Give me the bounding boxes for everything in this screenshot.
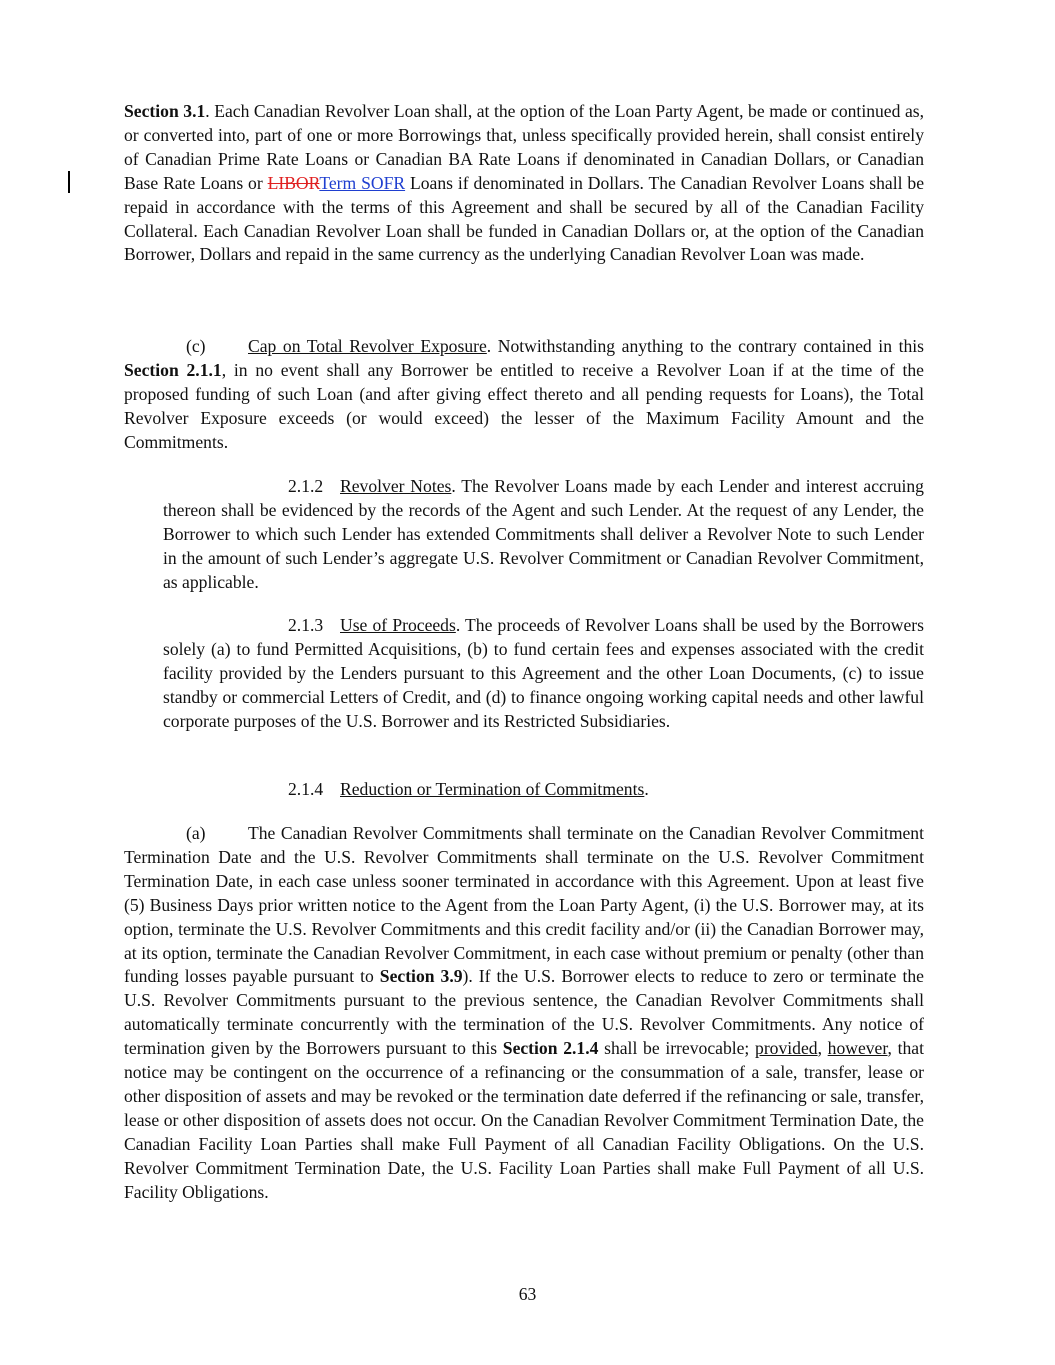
cap-on-revolver-exposure-paragraph: (c) Cap on Total Revolver Exposure. Notwithstanding anything to the contrary contained in this Section 2.1.1, in no event shall any Borrower be entitled to receive a Revolver Loan if at the time of the proposed funding of such Loan (and after giving effect thereto and all pending requests for Loans), the Total Revolver Exposure exceeds (or would exceed) the lesser of the Maximum Facility Amount and the Commitments. xyxy=(124,336,924,452)
paragraph-title: Revolver Notes xyxy=(340,476,452,496)
section-heading: Section 3.1 xyxy=(124,101,206,121)
paragraph-title: Use of Proceeds xyxy=(340,615,456,635)
revision-change-bar xyxy=(68,171,70,193)
commitment-termination-paragraph: (a) The Canadian Revolver Commitments shall terminate on the Canadian Revolver Commitment Termination Date and the U.S. Revolver Commitments shall terminate on the U.S. Revolver Commitment Termination Date, in each case unless sooner terminated in accordance with this Agreement. Upon at least five (5) Business Days prior written notice to the Agent from the Loan Party Agent, (i) the U.S. Borrower may, at its option, terminate the U.S. Revolver Commitments and this credit facility and/or (ii) the Canadian Borrower may, at its option, terminate the Canadian Revolver Commitment, in each case without premium or penalty (other than funding losses payable pursuant to Section 3.9). If the U.S. Borrower elects to reduce to zero or terminate the U.S. Revolver Commitments pursuant to the previous sentence, the Canadian Revolver Commitments shall automatically terminate concurrently with the termination of the U.S. Revolver Commitments. Any notice of termination given by the Borrowers pursuant to this Section 2.1.4 shall be irrevocable; provided, however, that notice may be contingent on the occurrence of a refinancing or the consummation of a sale, transfer, lease or other disposition of assets and may be revoked or the termination date deferred if the refinancing or sale, transfer, lease or other disposition of assets does not occur. On the Canadian Revolver Commitment Termination Date, the Canadian Facility Loan Parties shall make Full Payment of all Canadian Facility Obligations. On the U.S. Revolver Commitment Termination Date, the U.S. Facility Loan Parties shall make Full Payment of all U.S. Facility Obligations. xyxy=(124,823,925,1202)
page-number: 63 xyxy=(518,1284,537,1304)
reduction-termination-heading: 2.1.4 Reduction or Termination of Commitments. xyxy=(288,779,649,799)
section-3-1-paragraph: Section 3.1. Each Canadian Revolver Loan shall, at the option of the Loan Party Agent, be made or continued as, or converted into, part of one or more Borrowings that, unless specifically provided herein, shall consist entirely of Canadian Prime Rate Loans or Canadian BA Rate Loans if denominated in Canadian Dollars, or Canadian Base Rate Loans or LIBORTerm SOFR Loans if denominated in Dollars. The Canadian Revolver Loans shall be repaid in accordance with the terms of this Agreement and shall be secured by all of the Canadian Facility Collateral. Each Canadian Revolver Loan shall be funded in Canadian Dollars or, at the option of the Canadian Borrower, Dollars and repaid in the same currency as the underlying Canadian Revolver Loan was made. xyxy=(124,101,925,265)
paragraph-title: Reduction or Termination of Commitments xyxy=(340,779,645,799)
section-reference: Section 3.9 xyxy=(379,966,463,987)
deleted-text: LIBOR xyxy=(267,172,320,193)
section-reference: Section 2.1.1 xyxy=(124,359,222,380)
use-of-proceeds-paragraph: 2.1.3 Use of Proceeds. The proceeds of Revolver Loans shall be used by the Borrowers solely (a) to fund Permitted Acquisitions, (b) to fund certain fees and expenses associated with the credit facility provided by the Lenders pursuant to this Agreement and the other Loan Documents, (c) to issue standby or commercial Letters of Credit, and (d) to finance ongoing working capital needs and other lawful corporate purposes of the U.S. Borrower and its Restricted Subsidiaries. xyxy=(163,615,924,731)
revolver-notes-paragraph: 2.1.2 Revolver Notes. The Revolver Loans made by each Lender and interest accruing thereon shall be evidenced by the records of the Agent and such Lender. At the request of any Lender, the Borrower to which such Lender has extended Commitments shall deliver a Revolver Note to such Lender in the amount of such Lender’s aggregate U.S. Revolver Commitment or Canadian Revolver Commitment, as applicable. xyxy=(163,476,924,592)
paragraph-title: Cap on Total Revolver Exposure xyxy=(248,336,487,356)
section-reference: Section 2.1.4 xyxy=(502,1038,599,1059)
inserted-text: Term SOFR xyxy=(319,172,406,193)
